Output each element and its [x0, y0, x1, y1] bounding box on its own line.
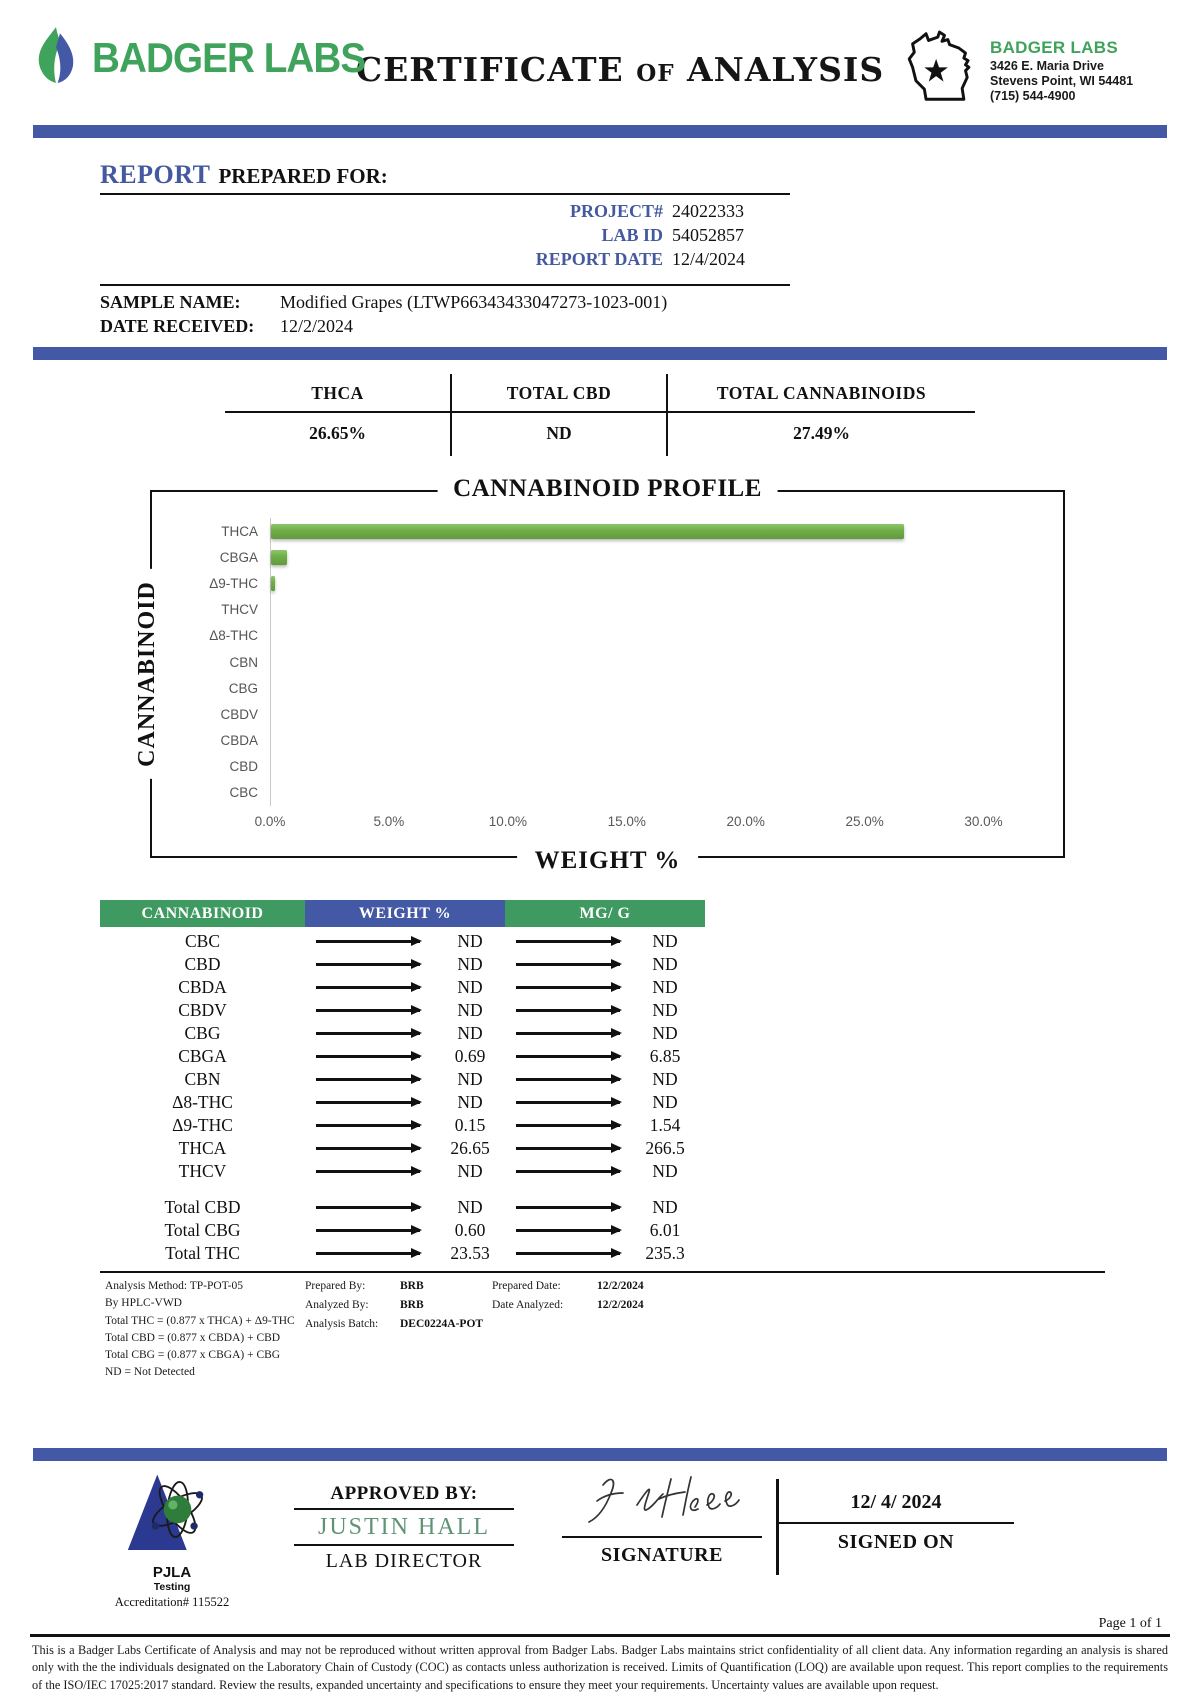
chart-bar-zone — [270, 649, 1043, 675]
weight-percent-value: ND — [457, 1000, 483, 1020]
arrow-icon — [516, 1101, 620, 1103]
arrow-icon — [316, 963, 420, 965]
mg-g-value: ND — [652, 1197, 678, 1217]
summary-value-total-cannabinoids: 27.49% — [793, 423, 850, 443]
arrow-icon — [316, 1032, 420, 1034]
project-number-value: 24022333 — [672, 201, 744, 221]
lab-address-line1: 3426 E. Maria Drive — [990, 58, 1104, 73]
arrow-icon — [516, 1206, 620, 1208]
chart-x-axis-label: WEIGHT % — [517, 847, 699, 875]
weight-percent-value: ND — [457, 954, 483, 974]
results-table-header — [100, 900, 705, 927]
analyte-name: Δ9-THC — [172, 1115, 233, 1135]
arrow-icon — [516, 1055, 620, 1057]
chart-y-axis-label: CANNABINOID — [133, 569, 162, 779]
chart-bar — [271, 524, 904, 539]
mg-g-value: ND — [652, 977, 678, 997]
sample-name-value: Modified Grapes (LTWP66343433047273-1023-001) — [280, 292, 668, 312]
mg-g-value: ND — [652, 931, 678, 951]
chart-bar — [271, 576, 275, 591]
chart-row — [170, 597, 1043, 623]
analyte-name: CBDA — [178, 977, 227, 997]
note-label: Analysis Batch: — [305, 1318, 379, 1330]
weight-percent-value: ND — [457, 1069, 483, 1089]
chart-row — [170, 570, 1043, 596]
pjla-testing-label: Testing — [153, 1580, 191, 1593]
table-row — [100, 1196, 705, 1219]
mg-g-value: ND — [652, 1000, 678, 1020]
bottom-rule — [30, 1634, 1170, 1637]
arrow-icon — [316, 1170, 420, 1172]
chart-category-label: CBC — [229, 785, 258, 801]
report-info-section — [100, 160, 790, 337]
chart-category-label: CBN — [229, 654, 258, 670]
arrow-icon — [516, 1078, 620, 1080]
note-value: BRB — [400, 1299, 424, 1311]
page-number: Page 1 of 1 — [1098, 1615, 1162, 1631]
weight-percent-value: 0.69 — [454, 1046, 486, 1066]
report-fields — [100, 201, 790, 270]
weight-percent-value: 0.15 — [454, 1115, 486, 1135]
chart-category-label: Δ8-THC — [209, 628, 258, 644]
approver-title: LAB DIRECTOR — [325, 1549, 483, 1572]
summary-table — [225, 374, 975, 456]
divider-bar-3 — [33, 1448, 1167, 1461]
chart-category-label: CBD — [229, 759, 258, 775]
weight-percent-value: ND — [457, 1092, 483, 1112]
date-received-label: DATE RECEIVED: — [100, 316, 255, 336]
note-label: Prepared By: — [305, 1280, 366, 1292]
method-note-line: Total CBG = (0.877 x CBGA) + CBG — [105, 1349, 281, 1361]
pjla-logo-icon — [116, 1548, 228, 1565]
chart-row — [170, 544, 1043, 570]
arrow-icon — [516, 1009, 620, 1011]
chart-row — [170, 675, 1043, 701]
header-mg-g: MG/ G — [505, 900, 705, 927]
chart-x-tick-label: 25.0% — [845, 814, 884, 829]
table-row — [100, 1068, 705, 1091]
analyte-name: CBC — [184, 931, 221, 951]
analyte-name: CBGA — [178, 1046, 227, 1066]
chart-row — [170, 518, 1043, 544]
chart-bar-zone — [270, 780, 1043, 806]
mg-g-value: ND — [652, 1092, 678, 1112]
chart-row — [170, 701, 1043, 727]
sample-name-label: SAMPLE NAME: — [100, 292, 241, 312]
sample-info — [100, 284, 790, 337]
arrow-icon — [316, 1229, 420, 1231]
project-number-label: PROJECT# — [569, 201, 663, 221]
analyte-name: CBN — [184, 1069, 221, 1089]
arrow-icon — [516, 986, 620, 988]
arrow-icon — [516, 1124, 620, 1126]
method-notes-right — [305, 1278, 689, 1382]
divider-bar-top — [33, 125, 1167, 138]
note-value: 12/2/2024 — [597, 1299, 644, 1311]
report-date-label: REPORT DATE — [535, 249, 663, 269]
weight-percent-value: 23.53 — [450, 1243, 490, 1263]
summary-value-thca: 26.65% — [309, 423, 366, 443]
chart-category-label: Δ9-THC — [209, 575, 258, 591]
arrow-icon — [316, 1078, 420, 1080]
table-row — [100, 1242, 705, 1265]
table-row — [100, 1160, 705, 1183]
table-row — [100, 1219, 705, 1242]
results-table — [100, 900, 705, 1265]
mg-g-value: 6.01 — [649, 1220, 681, 1240]
divider-bar-2 — [33, 347, 1167, 360]
weight-percent-value: ND — [457, 931, 483, 951]
arrow-icon — [316, 1124, 420, 1126]
weight-percent-value: ND — [457, 1161, 483, 1181]
arrow-icon — [316, 1009, 420, 1011]
mg-g-value: ND — [652, 1069, 678, 1089]
method-note-line: By HPLC-VWD — [105, 1297, 182, 1310]
pjla-accreditation-block — [92, 1469, 252, 1610]
chart-title: CANNABINOID PROFILE — [437, 475, 778, 503]
method-note-line: Total THC = (0.877 x THCA) + Δ9-THC — [105, 1314, 295, 1327]
pjla-name: PJLA — [152, 1563, 192, 1581]
table-row — [100, 1091, 705, 1114]
mg-g-value: 266.5 — [645, 1138, 685, 1158]
table-row — [100, 976, 705, 999]
summary-header-total-cbd: TOTAL CBD — [450, 374, 668, 413]
chart-row — [170, 649, 1043, 675]
arrow-icon — [316, 1147, 420, 1149]
weight-percent-value: 26.65 — [450, 1138, 490, 1158]
arrow-icon — [316, 1206, 420, 1208]
chart-category-label: THCV — [221, 602, 258, 618]
weight-percent-value: 0.60 — [454, 1220, 486, 1240]
arrow-icon — [316, 940, 420, 942]
page-title: CERTIFICATE of ANALYSIS — [355, 50, 885, 89]
page-header — [0, 0, 1200, 117]
method-note-line: Total CBD = (0.877 x CBDA) + CBD — [105, 1331, 281, 1344]
mg-g-value: ND — [652, 954, 678, 974]
signature-block — [562, 1471, 762, 1567]
arrow-icon — [316, 1252, 420, 1254]
chart-row — [170, 623, 1043, 649]
wisconsin-state-icon — [900, 26, 984, 117]
chart-bar-zone — [270, 675, 1043, 701]
lab-id-label: LAB ID — [601, 225, 663, 245]
chart-row — [170, 728, 1043, 754]
cannabinoid-profile-chart — [134, 475, 1065, 874]
chart-bar-zone — [270, 754, 1043, 780]
chart-bar-zone — [270, 544, 1043, 570]
chart-bar-zone — [270, 623, 1043, 649]
mg-g-value: 6.85 — [649, 1046, 681, 1066]
arrow-icon — [316, 1055, 420, 1057]
chart-category-label: CBDV — [220, 706, 258, 722]
chart-category-label: CBG — [228, 680, 258, 696]
analyte-name: CBG — [184, 1023, 221, 1043]
weight-percent-value: ND — [457, 1197, 483, 1217]
approved-by-label: APPROVED BY: — [294, 1483, 514, 1510]
table-row — [100, 1137, 705, 1160]
method-note-line: Analysis Method: TP-POT-05 — [105, 1280, 244, 1292]
chart-bar-zone — [270, 701, 1043, 727]
analyte-name: THCA — [178, 1138, 227, 1158]
analyte-name: CBD — [184, 954, 221, 974]
method-notes-left — [105, 1278, 305, 1382]
chart-plot-area — [170, 518, 1043, 806]
results-table-rows — [100, 930, 705, 1183]
chart-bar-zone — [270, 728, 1043, 754]
mg-g-value: ND — [652, 1023, 678, 1043]
brand-text: BADGER LABS — [92, 33, 366, 81]
chart-category-label: THCA — [221, 523, 258, 539]
lab-address-card — [900, 26, 1170, 117]
signature-image — [575, 1516, 750, 1533]
analyte-name: Δ8-THC — [172, 1092, 233, 1112]
analyte-name: CBDV — [178, 1000, 227, 1020]
arrow-icon — [316, 1101, 420, 1103]
analyte-name: THCV — [178, 1161, 227, 1181]
note-value — [597, 1318, 689, 1330]
arrow-icon — [516, 963, 620, 965]
method-note-line: ND = Not Detected — [105, 1366, 195, 1379]
arrow-icon — [516, 1032, 620, 1034]
chart-bar-zone — [270, 570, 1043, 596]
table-row — [100, 953, 705, 976]
chart-x-tick-label: 0.0% — [254, 814, 286, 829]
signature-label: SIGNATURE — [601, 1543, 723, 1566]
weight-percent-value: ND — [457, 977, 483, 997]
table-row — [100, 999, 705, 1022]
report-date-value: 12/4/2024 — [672, 249, 746, 269]
chart-x-tick-label: 20.0% — [726, 814, 765, 829]
signed-on-block — [779, 1491, 1014, 1554]
table-row — [100, 1114, 705, 1137]
signed-date: 12/ 4/ 2024 — [779, 1491, 1014, 1524]
note-value: BRB — [400, 1280, 424, 1292]
note-label — [492, 1318, 597, 1330]
chart-row — [170, 754, 1043, 780]
arrow-icon — [516, 1147, 620, 1149]
note-label: Date Analyzed: — [492, 1299, 564, 1311]
results-table-bottom-rule — [100, 1271, 1105, 1273]
analyte-name: Total CBG — [164, 1220, 241, 1240]
leaf-icon — [30, 24, 82, 91]
summary-header-total-cannabinoids: TOTAL CANNABINOIDS — [668, 374, 975, 413]
arrow-icon — [516, 1229, 620, 1231]
approved-by-block — [294, 1483, 514, 1573]
chart-category-label: CBDA — [220, 733, 258, 749]
arrow-icon — [516, 1252, 620, 1254]
approval-section — [92, 1469, 1167, 1610]
header-weight-percent: WEIGHT % — [305, 900, 505, 927]
lab-phone: (715) 544-4900 — [990, 89, 1076, 104]
table-row — [100, 1022, 705, 1045]
mg-g-value: ND — [652, 1161, 678, 1181]
chart-x-tick-label: 10.0% — [488, 814, 527, 829]
arrow-icon — [316, 986, 420, 988]
results-table-totals — [100, 1196, 705, 1265]
arrow-icon — [516, 1170, 620, 1172]
note-value: 12/2/2024 — [597, 1280, 644, 1292]
lab-name: BADGER LABS — [990, 38, 1118, 58]
table-row — [100, 930, 705, 953]
summary-header-thca: THCA — [225, 374, 450, 413]
approver-name: JUSTIN HALL — [294, 1510, 514, 1546]
note-label: Analyzed By: — [305, 1299, 369, 1311]
chart-x-tick-label: 5.0% — [373, 814, 405, 829]
lab-address-line2: Stevens Point, WI 54481 — [990, 74, 1134, 89]
chart-bar-zone — [270, 518, 1043, 544]
table-row — [100, 1045, 705, 1068]
signed-on-label: SIGNED ON — [837, 1530, 955, 1553]
arrow-icon — [516, 940, 620, 942]
chart-x-tick-label: 30.0% — [964, 814, 1003, 829]
analyte-name: Total THC — [165, 1243, 240, 1263]
note-label: Prepared Date: — [492, 1280, 561, 1292]
header-cannabinoid: CANNABINOID — [100, 900, 305, 927]
badger-labs-logo — [30, 24, 366, 91]
accreditation-number: Accreditation# 115522 — [114, 1594, 230, 1609]
summary-value-total-cbd: ND — [450, 413, 668, 456]
date-received-value: 12/2/2024 — [280, 316, 354, 336]
method-notes — [105, 1278, 1200, 1382]
chart-bar-zone — [270, 597, 1043, 623]
disclaimer-text: This is a Badger Labs Certificate of Analysis and may not be reproduced without written approval from Badger Labs. Badger Labs maintains strict confidentiality of all client data. Any information regarding an analysis is shared only with the the individuals designated on the Laboratory Chain of Custody (COC) as contacts unless authorization is received. Limits of Quantification (LOQ) are available upon request. This report complies to the requirements of the ISO/IEC 17025:2017 standard. Review the results, expanded uncertainty and specifications to ensure they meet your requirements. Uncertainty values are available upon request. — [32, 1642, 1168, 1693]
mg-g-value: 235.3 — [645, 1243, 685, 1263]
weight-percent-value: ND — [457, 1023, 483, 1043]
lab-id-value: 54052857 — [672, 225, 744, 245]
chart-x-axis-ticks — [254, 814, 1043, 832]
analyte-name: Total CBD — [164, 1197, 241, 1217]
note-value: DEC0224A-POT — [400, 1318, 484, 1330]
mg-g-value: 1.54 — [649, 1115, 681, 1135]
chart-row — [170, 780, 1043, 806]
chart-category-label: CBGA — [219, 549, 258, 565]
report-prepared-for-heading: REPORT PREPARED FOR: — [100, 160, 790, 195]
chart-x-tick-label: 15.0% — [607, 814, 646, 829]
chart-bar — [271, 550, 287, 565]
